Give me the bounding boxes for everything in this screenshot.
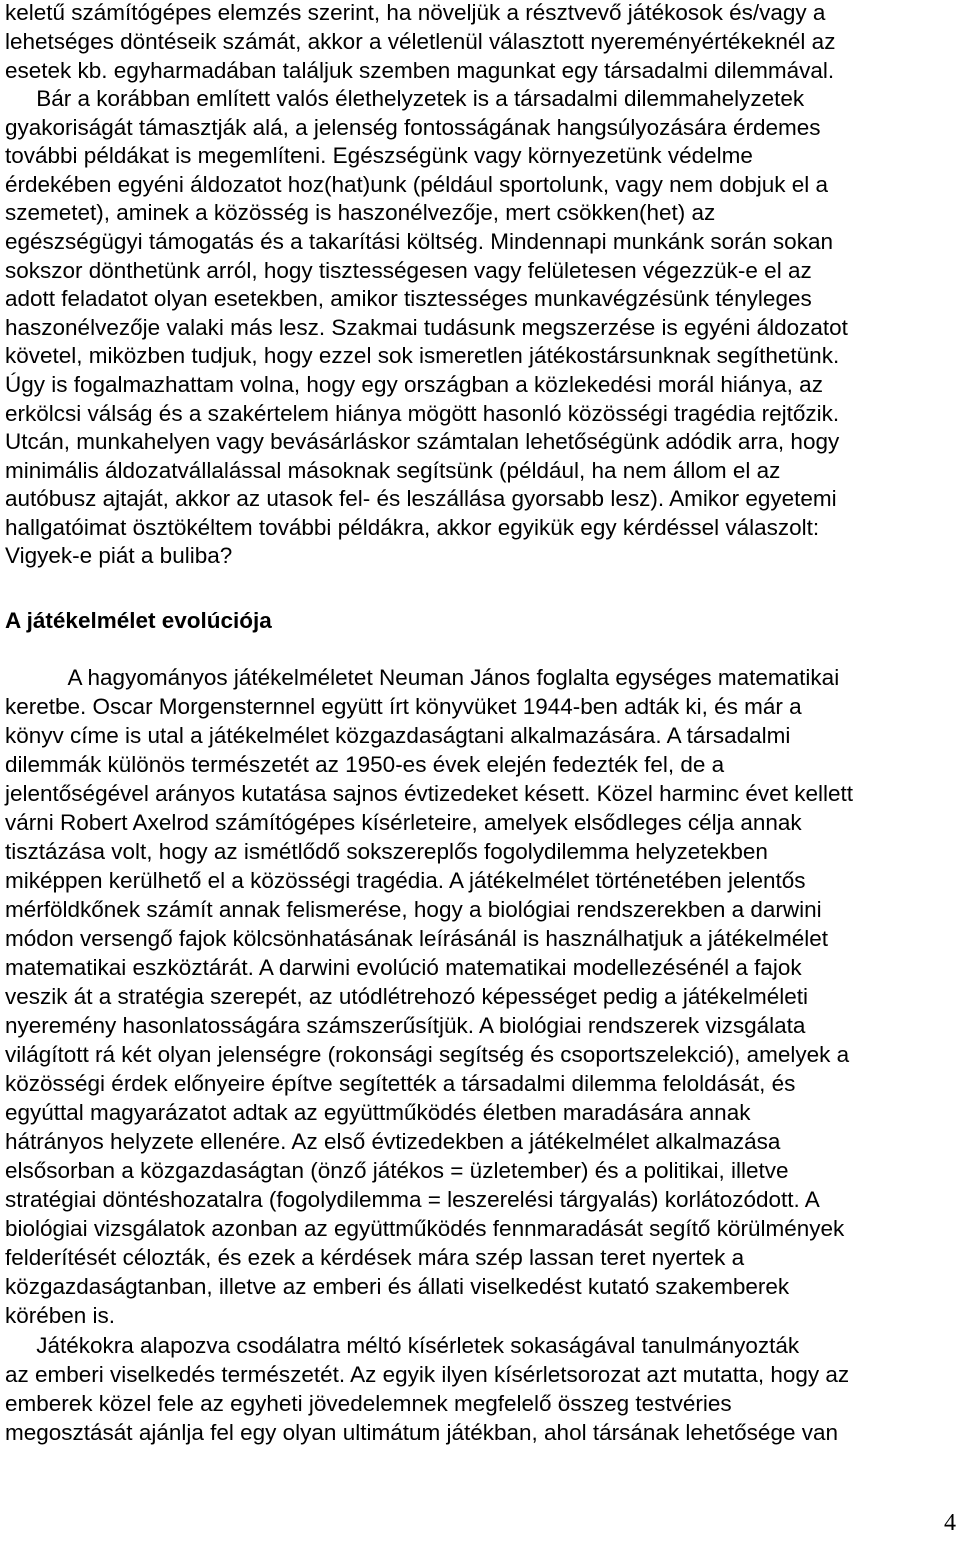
text-line: felderítését célozták, és ezek a kérdések mára szép lassan teret nyertek a (5, 1245, 745, 1270)
text-line: hallgatóimat ösztökéltem további példákra, akkor egyikük egy kérdéssel válaszolt: (5, 515, 820, 540)
text-line: szemetet), aminek a közösség is haszonélvezője, mert csökken(het) az (5, 200, 716, 225)
text-line: könyv címe is utal a játékelmélet közgazdaságtani alkalmazására. A társadalmi (5, 723, 791, 748)
text-line: követel, miközben tudjuk, hogy ezzel sok ismeretlen játékostársunknak segíthetünk. (5, 343, 840, 368)
text-line: gyakoriságát támasztják alá, a jelenség fontosságának hangsúlyozására érdemes (5, 115, 821, 140)
text-line: lehetséges döntéseik számát, akkor a véletlenül választott nyereményértékeknél az (5, 29, 836, 54)
text-line: sokszor dönthetünk arról, hogy tisztességesen vagy felületesen végezzük-e el az (5, 258, 812, 283)
section-heading: A játékelmélet evolúciója (5, 608, 272, 633)
text-line: veszik át a stratégia szerepét, az utódlétrehozó képességet pedig a játékelméleti (5, 984, 808, 1009)
text-line: mérföldkőnek számít annak felismerése, hogy a biológiai rendszerekben a darwini (5, 897, 822, 922)
text-line: biológiai vizsgálatok azonban az együttműködés fennmaradását segítő körülmények (5, 1216, 845, 1241)
text-line: keletű számítógépes elemzés szerint, ha növeljük a résztvevő játékosok és/vagy a (5, 0, 826, 25)
text-line: erkölcsi válság és a szakértelem hiánya mögött hasonló közösségi tragédia rejtőzik. (5, 401, 840, 426)
text-line: esetek kb. egyharmadában találjuk szemben magunkat egy társadalmi dilemmával. (5, 58, 835, 83)
text-line: tisztázása volt, hogy az ismétlődő sokszereplős fogolydilemma helyzetekben (5, 839, 768, 864)
text-line: körében is. (5, 1303, 116, 1328)
text-line: emberek közel fele az egyheti jövedelemnek megfelelő összeg testvéries (5, 1391, 732, 1416)
text-line: további példákat is megemlíteni. Egészségünk vagy környezetünk védelme (5, 143, 753, 168)
text-line: A hagyományos játékelméletet Neuman János foglalta egységes matematikai (5, 665, 840, 690)
text-line: várni Robert Axelrod számítógépes kísérleteire, amelyek elsődleges célja annak (5, 810, 802, 835)
text-line: adott feladatot olyan esetekben, amikor tisztességes munkavégzésünk tényleges (5, 286, 812, 311)
text-line: Utcán, munkahelyen vagy bevásárláskor számtalan lehetőségünk adódik arra, hogy (5, 429, 840, 454)
text-line: Úgy is fogalmazhattam volna, hogy egy országban a közlekedési morál hiánya, az (5, 372, 823, 397)
page-number: 4 (944, 1510, 956, 1536)
text-line: egészségügyi támogatás és a takarítási költség. Mindennapi munkánk során sokan (5, 229, 833, 254)
text-line: módon versengő fajok kölcsönhatásának leírásánál is használhatjuk a játékelmélet (5, 926, 828, 951)
text-line: nyeremény hasonlatosságára számszerűsítjük. A biológiai rendszerek vizsgálata (5, 1013, 806, 1038)
text-line: jelentőségével arányos kutatása sajnos évtizedeket késett. Közel harminc évet kellett (5, 781, 853, 806)
text-line: érdekében egyéni áldozatot hoz(hat)unk (például sportolunk, vagy nem dobjuk el a (5, 172, 829, 197)
text-line: megosztását ajánlja fel egy olyan ultimátum játékban, ahol társának lehetősége van (5, 1420, 839, 1445)
text-line: hátrányos helyzete ellenére. Az első évtizedekben a játékelmélet alkalmazása (5, 1129, 781, 1154)
text-line: matematikai eszköztárát. A darwini evolúció matematikai modellezésénél a fajok (5, 955, 802, 980)
text-line: az emberi viselkedés természetét. Az egyik ilyen kísérletsorozat azt mutatta, hogy az (5, 1362, 850, 1387)
text-line: haszonélvezője valaki más lesz. Szakmai tudásunk megszerzése is egyéni áldozatot (5, 315, 848, 340)
text-line: Játékokra alapozva csodálatra méltó kísérletek sokaságával tanulmányozták (5, 1333, 800, 1358)
text-line: elsősorban a közgazdaságtan (önző játékos = üzletember) és a politikai, illetve (5, 1158, 789, 1183)
text-line: közösségi érdek előnyeire építve segítették a társadalmi dilemma feloldását, és (5, 1071, 796, 1096)
text-line: keretbe. Oscar Morgensternnel együtt írt könyvüket 1944-ben adták ki, és már a (5, 694, 802, 719)
text-line: egyúttal magyarázatot adtak az együttműködés életben maradására annak (5, 1100, 751, 1125)
text-line: miképpen kerülhető el a közösségi tragédia. A játékelmélet történetében jelentős (5, 868, 806, 893)
text-line: dilemmák különös természetét az 1950-es évek elején fedezték fel, de a (5, 752, 725, 777)
text-line: autóbusz ajtaját, akkor az utasok fel- és leszállása gyorsabb lesz). Amikor egyetemi (5, 486, 837, 511)
text-line: világított rá két olyan jelenségre (rokonsági segítség és csoportszelekció), amelyek a (5, 1042, 850, 1067)
text-line: minimális áldozatvállalással másoknak segítsünk (például, ha nem állom el az (5, 458, 781, 483)
text-line: Bár a korábban említett valós élethelyzetek is a társadalmi dilemmahelyzetek (5, 86, 805, 111)
text-line: stratégiai döntéshozatalra (fogolydilemma = leszerelési tárgyalás) korlátozódott. A (5, 1187, 820, 1212)
text-line: Vigyek-e piát a buliba? (5, 543, 233, 568)
text-line: közgazdaságtanban, illetve az emberi és állati viselkedést kutató szakemberek (5, 1274, 790, 1299)
